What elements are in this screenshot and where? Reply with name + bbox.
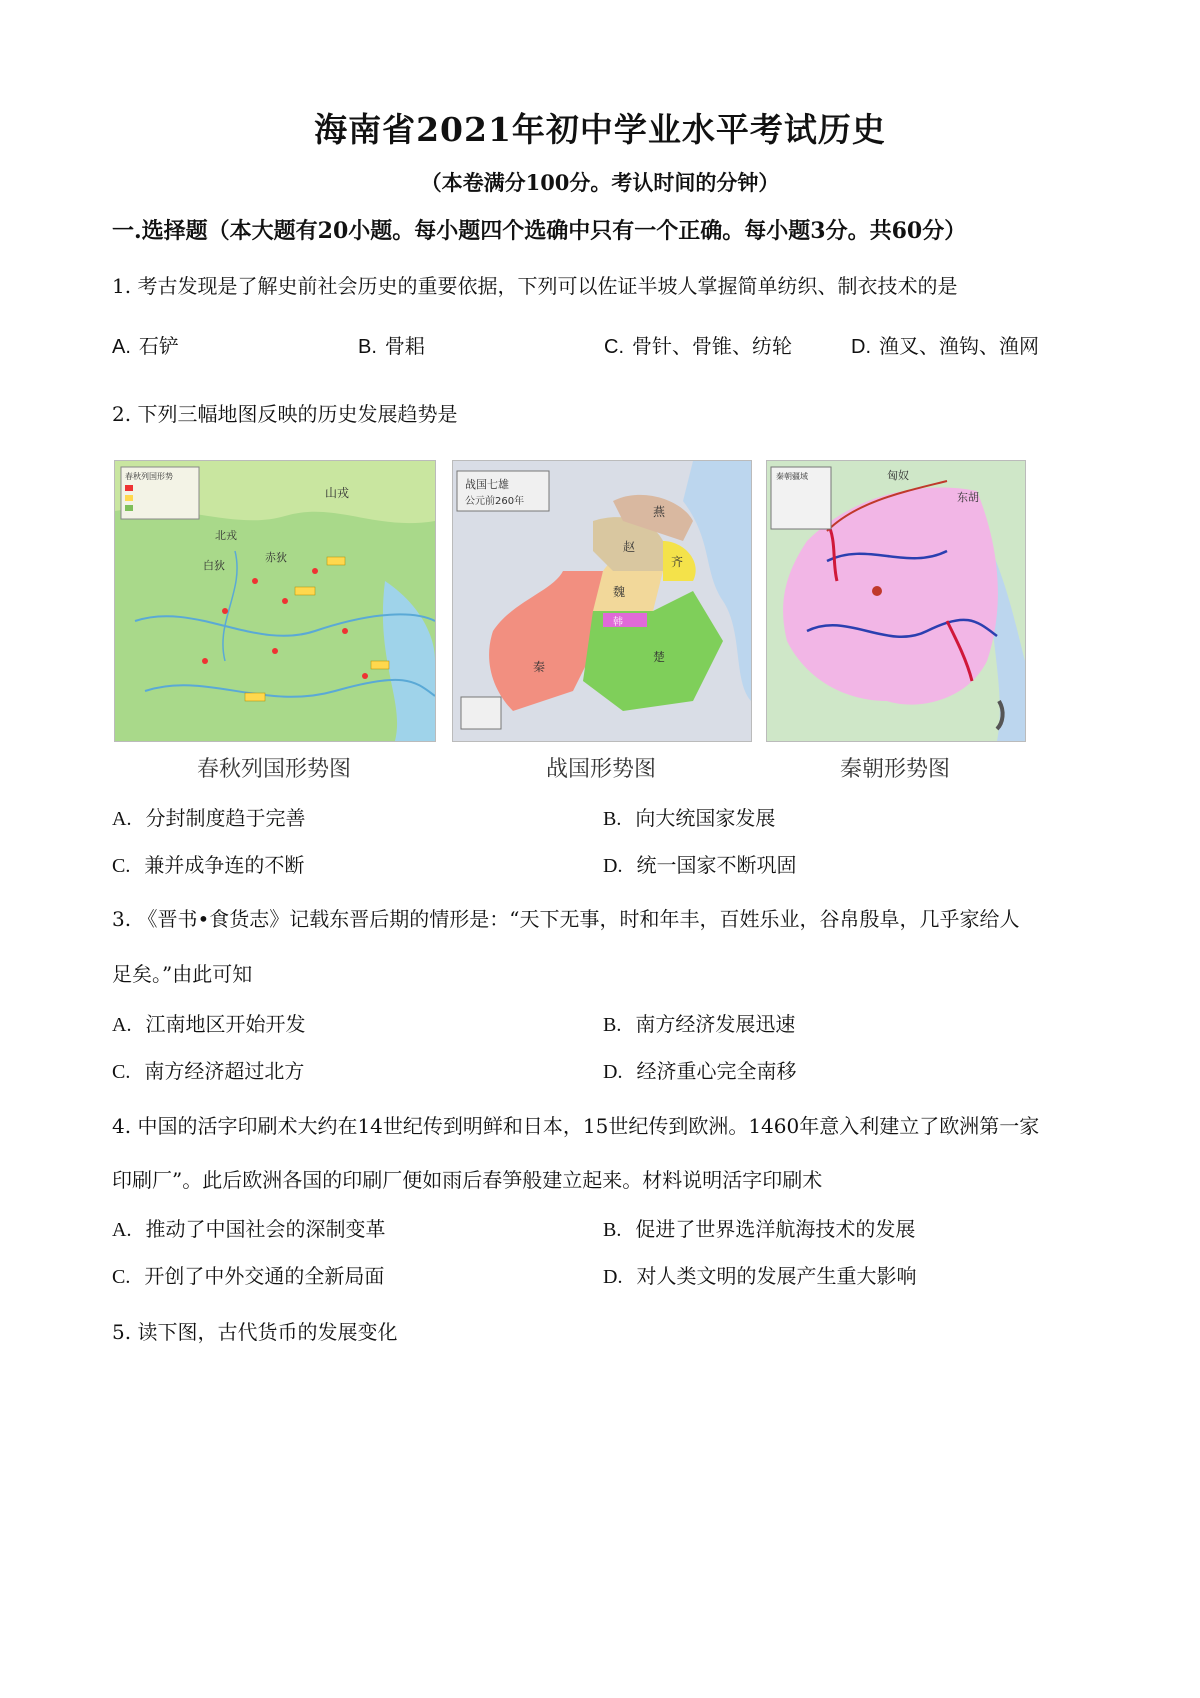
option-text: 江南地区开始开发 — [145, 1012, 306, 1036]
q2-option-d[interactable] — [603, 849, 796, 878]
option-text: 分封制度趋于完善 — [145, 806, 306, 830]
question-5-text: 5. 读下图，古代货币的发展变化 — [112, 1320, 398, 1344]
option-text: 骨耜 — [384, 334, 425, 358]
map2-region-zhao: 赵 — [623, 540, 636, 554]
option-text: 兼并成争连的不断 — [144, 853, 305, 877]
option-letter: A. — [112, 808, 132, 830]
q2-option-c[interactable] — [112, 849, 304, 878]
q3-option-b[interactable] — [603, 1008, 795, 1037]
option-letter: B. — [358, 336, 377, 358]
map-spring-autumn — [114, 460, 436, 742]
map1-region-1: 山戎 — [325, 486, 350, 500]
map-qin-dynasty — [766, 460, 1026, 742]
map2-label-title: 战国七雄 — [465, 478, 509, 491]
page-subtitle: （本卷满分100分。考认时间的分钟） — [420, 170, 780, 195]
q2-option-a[interactable] — [112, 802, 305, 831]
map-warring-states — [452, 460, 752, 742]
option-letter: C. — [112, 1266, 131, 1288]
option-letter: A. — [112, 336, 131, 358]
q2-option-b[interactable] — [603, 802, 775, 831]
map3-caption: 秦朝形势图 — [839, 757, 950, 782]
option-letter: D. — [603, 1266, 623, 1288]
q1-option-c[interactable] — [604, 330, 792, 359]
option-letter: D. — [603, 1061, 623, 1083]
question-4-line-2: 印刷厂”。此后欧洲各国的印刷厂便如雨后春笋般建立起来。材料说明活字印刷术 — [112, 1168, 823, 1192]
option-text: 南方经济发展迅速 — [635, 1012, 796, 1036]
option-letter: A. — [112, 1219, 132, 1241]
option-text: 石铲 — [138, 334, 179, 358]
q1-option-d[interactable] — [851, 330, 1039, 359]
question-1-text: 1. 考古发现是了解史前社会历史的重要依据，下列可以佐证半坡人掌握简单纺织、制衣技术的是 — [112, 274, 958, 298]
option-text: 骨针、骨锥、纺轮 — [632, 334, 792, 358]
q1-option-b[interactable] — [358, 330, 425, 359]
map2-region-wei: 魏 — [613, 585, 626, 599]
question-3-line-1: 3. 《晋书•食货志》记载东晋后期的情形是：“天下无事，时和年丰，百姓乐业，谷帛殷阜，几乎家给人 — [112, 907, 1020, 931]
map2-region-qi: 齐 — [671, 555, 684, 569]
option-letter: D. — [603, 855, 623, 877]
option-text: 经济重心完全南移 — [636, 1059, 797, 1083]
question-2-text: 2. 下列三幅地图反映的历史发展趋势是 — [112, 402, 458, 426]
map1-caption: 春秋列国形势图 — [196, 757, 351, 782]
q3-option-a[interactable] — [112, 1008, 305, 1037]
question-3-line-2: 足矣。”由此可知 — [112, 962, 253, 986]
map2-region-yan: 燕 — [653, 505, 666, 519]
option-letter: B. — [603, 1219, 622, 1241]
map3-region-1: 匈奴 — [887, 469, 909, 482]
section-heading: 一.选择题（本大题有20小题。每小题四个选确中只有一个正确。每小题3分。共60分） — [112, 218, 967, 244]
q4-option-d[interactable] — [603, 1260, 916, 1289]
map1-region-3: 白狄 — [203, 559, 225, 572]
option-letter: B. — [603, 808, 622, 830]
spring-autumn-map-image — [115, 461, 435, 741]
option-text: 促进了世界选洋航海技术的发展 — [635, 1217, 916, 1241]
map2-region-chu: 楚 — [653, 650, 666, 664]
option-text: 开创了中外交通的全新局面 — [144, 1264, 385, 1288]
page-title: 海南省2021年初中学业水平考试历史 — [314, 110, 886, 149]
map2-region-han: 韩 — [613, 617, 623, 628]
map1-region-2: 北戎 — [215, 529, 237, 542]
q4-option-b[interactable] — [603, 1213, 915, 1242]
option-text: 向大统国家发展 — [635, 806, 776, 830]
map1-region-4: 赤狄 — [265, 551, 287, 564]
qin-map-image — [767, 461, 1025, 741]
option-letter: B. — [603, 1014, 622, 1036]
map3-region-2: 东胡 — [957, 491, 979, 504]
option-text: 推动了中国社会的深制变革 — [145, 1217, 386, 1241]
question-4-line-1: 4. 中国的活字印刷术大约在14世纪传到明鲜和日本，15世纪传到欧洲。1460年意入利建立了欧洲第一家 — [112, 1114, 1040, 1138]
q4-option-a[interactable] — [112, 1213, 385, 1242]
option-letter: C. — [112, 1061, 131, 1083]
map2-label-date: 公元前260年 — [465, 496, 525, 507]
option-text: 南方经济超过北方 — [144, 1059, 305, 1083]
option-text: 渔叉、渔钩、渔网 — [879, 334, 1039, 358]
map1-legend-title: 春秋列国形势 — [125, 472, 173, 481]
map3-legend-title: 秦朝疆域 — [776, 472, 808, 481]
option-letter: C. — [604, 336, 624, 358]
q3-option-d[interactable] — [603, 1055, 796, 1084]
option-text: 统一国家不断巩固 — [636, 853, 797, 877]
q3-option-c[interactable] — [112, 1055, 304, 1084]
warring-states-map-image — [453, 461, 751, 741]
option-letter: D. — [851, 336, 871, 358]
map2-caption: 战国形势图 — [545, 757, 656, 782]
option-letter: C. — [112, 855, 131, 877]
q1-option-a[interactable] — [112, 330, 179, 359]
map2-region-qin: 秦 — [533, 660, 546, 674]
q4-option-c[interactable] — [112, 1260, 384, 1289]
option-letter: A. — [112, 1014, 132, 1036]
option-text: 对人类文明的发展产生重大影响 — [636, 1264, 917, 1288]
